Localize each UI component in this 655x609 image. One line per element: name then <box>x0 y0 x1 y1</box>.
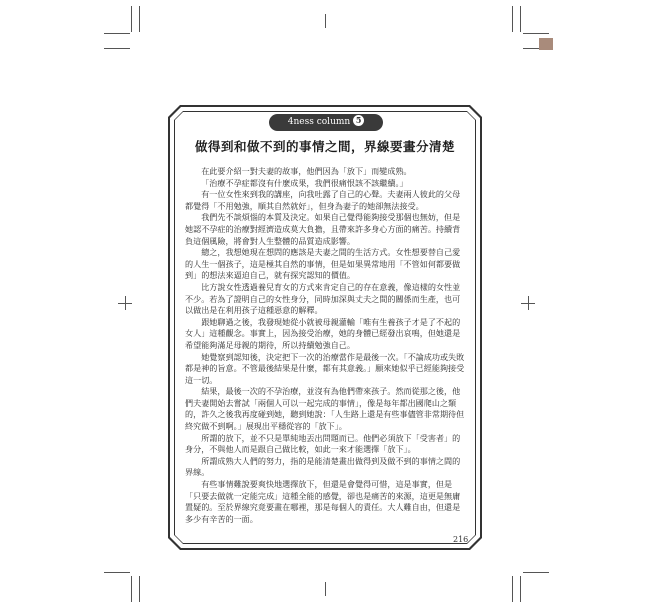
paragraph: 在此要介紹一對夫妻的故事，他們因為「放下」而變成熟。 <box>201 166 412 176</box>
crop-mark-bottom-left-v <box>131 576 132 602</box>
crop-mark-bottom-right-v2 <box>512 576 513 602</box>
article-body <box>185 166 467 525</box>
page-number: 216 <box>453 535 469 544</box>
crop-mark-bottom-left-h <box>104 572 130 573</box>
crop-mark-top-left-h <box>104 33 130 34</box>
paragraph: 她覺察到認知後，決定把下一次的治療當作是最後一次。「不論成功或失敗都是神的旨意。不管最後結果是什麼，都有其意義。」願來她似乎已經能夠接受這一切。 <box>185 351 465 385</box>
crop-mark-top-right-h <box>523 33 549 34</box>
paragraph: 我們先不談煩惱的本質及決定。如果自己覺得能夠接受那個也無妨，但是她認不孕症的治療對經濟造成莫大負擔，且帶來許多身心方面的痛苦。持續背負這個風險，將會對人生整體的品質造成影響。 <box>185 212 461 246</box>
paragraph: 所謂的放下，並不只是單純地丟出問題而已。他們必須放下「受害者」的身分，不與他人而是跟自己做比較，如此一來才能選擇「放下」。 <box>185 432 461 455</box>
crop-mark-bottom-center <box>325 582 326 596</box>
article-title: 做得到和做不到的事情之間，界線要畫分清楚 <box>194 139 455 154</box>
section-tab-swatch <box>539 38 553 50</box>
crop-mark-bottom-right-h <box>523 572 549 573</box>
crop-mark-top-right-v2 <box>512 6 513 32</box>
paragraph: 有些事情難說要爽快地選擇放下，但還是會覺得可惜，這是事實，但是「只要去做就一定能完成」這種全能的感覺，卻也是痛苦的來源，這更是無庸置疑的。至於界線究竟要畫在哪裡，那是每個人的責任。大人難自由，但還是多少有辛苦的一面。 <box>185 479 461 524</box>
column-number: 5 <box>353 115 364 126</box>
crop-mark-top-left-v2 <box>139 6 140 32</box>
paragraph: 總之，我想她現在想問的應該是夫妻之間的生活方式。女性想要替自己愛的人生一個孩子，這是極其自然的事情，但是如果異常地用「不管如何都要做到」的想法來逼迫自己，就有探究認知的價值。 <box>185 247 461 281</box>
column-label: 4ness column <box>287 117 351 127</box>
paragraph: 「治療不孕症都沒有什麼成果，我們很痛恨該不該繼續。」 <box>201 177 408 188</box>
crop-mark-mid-left-v <box>125 296 126 310</box>
crop-mark-top-center <box>325 14 326 28</box>
crop-mark-top-left-h2 <box>104 48 130 49</box>
crop-mark-bottom-left-v2 <box>139 576 140 602</box>
paragraph: 所謂成熟大人們的努力，指的是能清楚畫出做得到及做不到的事情之間的界線。 <box>185 455 461 478</box>
column-badge <box>269 114 383 131</box>
paragraph: 結果，最後一次的不孕治療，並沒有為他們帶來孩子。然而從那之後，他們夫妻開始去嘗試「兩個人可以一起完成的事情」，像是每年都出國爬山之類的，許久之後我再度碰到她，聽到她說：「人生路上還是有些事儘管非常期待但終究做不到啊。」展現出平穩從容的「放下」。 <box>185 386 465 432</box>
crop-mark-top-left-v <box>131 6 132 32</box>
crop-mark-mid-right-v <box>528 296 529 310</box>
crop-mark-bottom-right-v <box>520 576 521 602</box>
paragraph: 比方說女性透過養兒育女的方式來肯定自己的存在意義，像這樣的女性並不少。若為了證明自己的女性身分，同時加深與丈夫之間的關係而生產，也可以做出是在利用孩子這種惡意的解釋。 <box>185 281 461 316</box>
paragraph: 有一位女性來到我的講座，向我吐露了自己的心聲。夫妻兩人彼此的父母都覺得「不用勉強，順其自然就好」，但身為妻子的她卻無法接受。 <box>185 189 461 211</box>
crop-mark-top-right-v <box>520 6 521 32</box>
paragraph: 跟她聊過之後，我發現她從小就被母親灌輸「唯有生養孩子才是了不起的女人」這種觀念。事實上，因為接受治療，她的身體已經發出哀鳴，但她還是希望能夠滿足母親的期待，所以持續勉強自己。 <box>185 316 461 350</box>
